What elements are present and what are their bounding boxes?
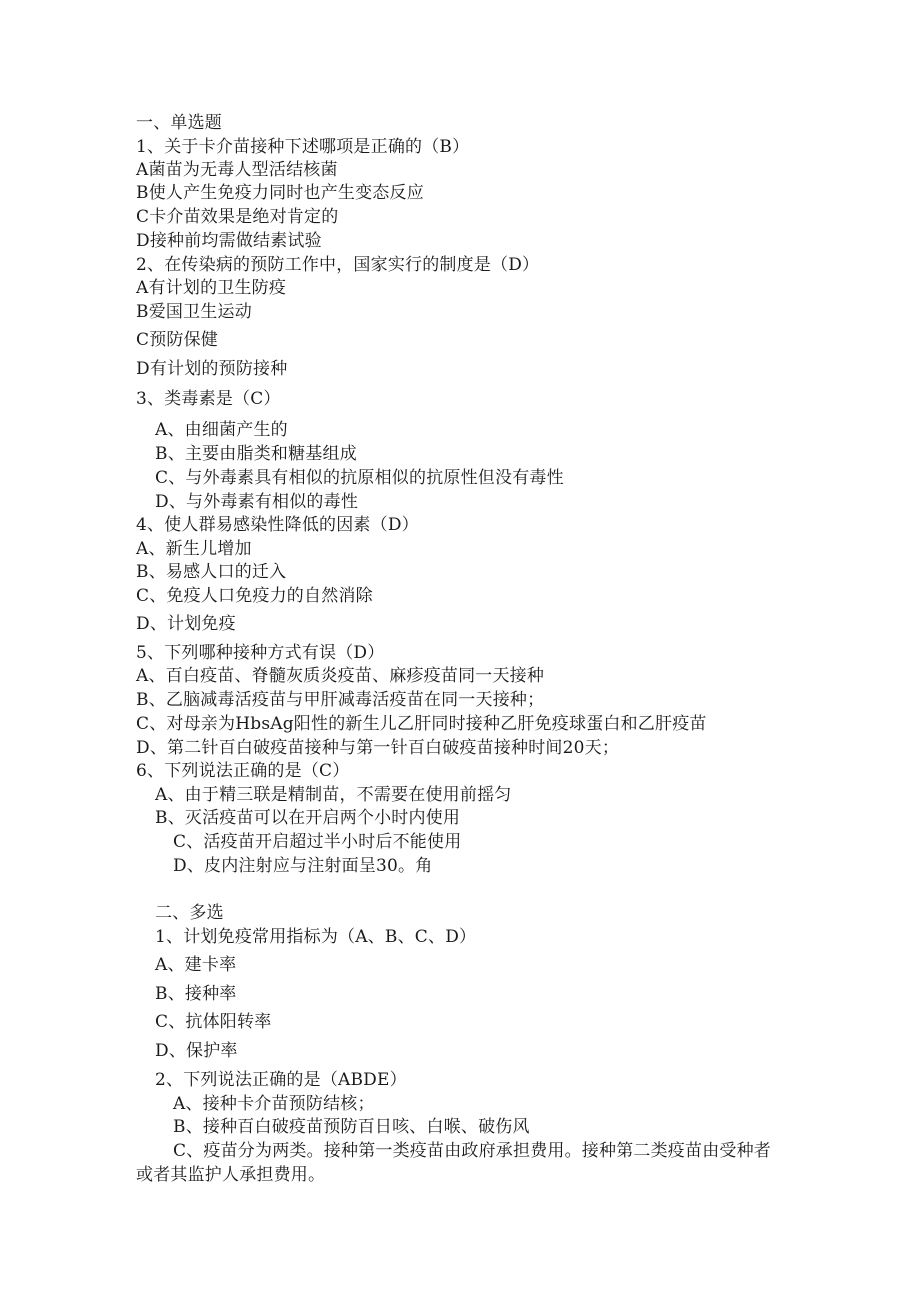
- question-option: B、接种率: [155, 984, 237, 1004]
- question-option: B、易感人口的迁入: [136, 562, 287, 582]
- question-option: A、建卡率: [155, 955, 237, 975]
- question-option: D有计划的预防接种: [136, 359, 288, 379]
- question-option: A、百白疫苗、脊髓灰质炎疫苗、麻疹疫苗同一天接种: [136, 666, 545, 686]
- question-option: C卡介苗效果是绝对肯定的: [136, 207, 339, 227]
- question-stem: 1、计划免疫常用指标为（A、B、C、D）: [155, 927, 477, 947]
- question-option: A、由细菌产生的: [155, 420, 288, 440]
- question-option: D、皮内注射应与注射面呈30。角: [173, 856, 433, 876]
- question-option: B、灭活疫苗可以在开启两个小时内使用: [155, 808, 461, 828]
- question-stem: 6、下列说法正确的是（C）: [136, 761, 350, 781]
- question-stem: 3、类毒素是（C）: [136, 389, 281, 409]
- question-option: A、接种卡介苗预防结核；: [173, 1094, 375, 1114]
- question-option: A菌苗为无毒人型活结核菌: [136, 160, 338, 180]
- question-option: D接种前均需做结素试验: [136, 231, 322, 251]
- question-option: C、对母亲为HbsAg阳性的新生儿乙肝同时接种乙肝免疫球蛋白和乙肝疫苗: [136, 714, 707, 734]
- question-option: B、主要由脂类和糖基组成: [155, 444, 357, 464]
- question-stem: 5、下列哪种接种方式有误（D）: [136, 643, 385, 663]
- question-option: C、与外毒素具有相似的抗原相似的抗原性但没有毒性: [155, 468, 564, 488]
- question-option: D、计划免疫: [136, 614, 236, 634]
- question-option: B、接种百白破疫苗预防百日咳、白喉、破伤风: [173, 1117, 530, 1137]
- question-option: C、抗体阳转率: [155, 1012, 272, 1032]
- question-option: D、与外毒素有相似的毒性: [155, 492, 359, 512]
- question-stem: 2、在传染病的预防工作中，国家实行的制度是（D）: [136, 255, 540, 275]
- question-option: C、活疫苗开启超过半小时后不能使用: [173, 832, 462, 852]
- question-option: D、第二针百白破疫苗接种与第一针百白破疫苗接种时间20天；: [136, 738, 620, 758]
- section-heading-multiple-choice: 二、多选: [155, 903, 224, 923]
- question-stem: 1、关于卡介苗接种下述哪项是正确的（B）: [136, 137, 470, 157]
- question-stem: 4、使人群易感染性降低的因素（D）: [136, 515, 419, 535]
- question-option: C预防保健: [136, 330, 219, 350]
- question-option: A、新生儿增加: [136, 539, 252, 559]
- section-heading-single-choice: 一、单选题: [136, 113, 222, 133]
- question-stem: 2、下列说法正确的是（ABDE）: [155, 1070, 407, 1090]
- question-option: B、乙脑减毒活疫苗与甲肝减毒活疫苗在同一天接种；: [136, 690, 545, 710]
- question-option: B爱国卫生运动: [136, 302, 252, 322]
- question-option: C、免疫人口免疫力的自然消除: [136, 586, 373, 606]
- question-option: C、疫苗分为两类。接种第一类疫苗由政府承担费用。接种第二类疫苗由受种者或者其监护人承担费用。: [136, 1141, 772, 1185]
- question-option: A有计划的卫生防疫: [136, 278, 287, 298]
- question-option: A、由于精三联是精制苗，不需要在使用前摇匀: [155, 785, 512, 805]
- question-option: D、保护率: [155, 1041, 238, 1061]
- question-option: B使人产生免疫力同时也产生变态反应: [136, 183, 424, 203]
